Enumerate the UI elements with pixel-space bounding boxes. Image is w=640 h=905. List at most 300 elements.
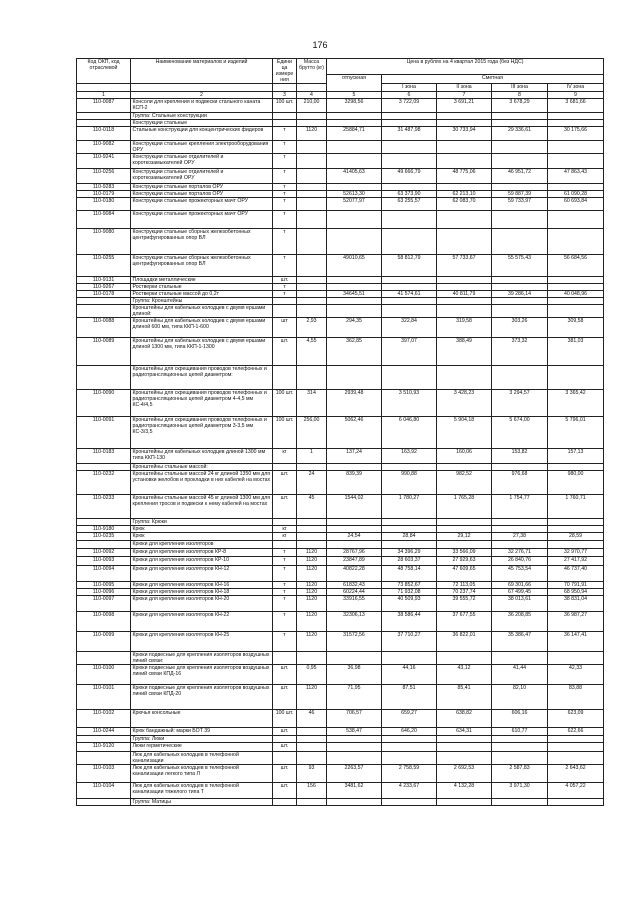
item-code-cell: 110-0183 (77, 449, 131, 464)
column-index-row (77, 92, 604, 99)
item-zone1-price-cell: 4 233,67 (382, 783, 437, 799)
item-zone3-price-cell (492, 154, 548, 169)
item-name-cell: Крюки для крепления изоляторов КН-16 (131, 582, 273, 589)
item-release-price-cell (327, 211, 382, 229)
item-mass-cell: 4,55 (297, 338, 327, 366)
header-zone3: III зона (492, 84, 548, 92)
item-code-cell: 110-0235 (77, 533, 131, 541)
item-zone2-price-cell (437, 799, 492, 806)
item-zone4-price-cell (548, 526, 604, 533)
item-zone1-price-cell: 38 586,44 (382, 612, 437, 632)
item-zone1-price-cell: 63 255,57 (382, 198, 437, 211)
item-mass-cell (297, 728, 327, 736)
item-zone1-price-cell (382, 736, 437, 743)
item-mass-cell: 314 (297, 390, 327, 417)
header-code: Код ОКП, код отраслевой (77, 59, 131, 84)
item-zone1-price-cell (382, 277, 437, 284)
item-zone1-price-cell: 163,92 (382, 449, 437, 464)
item-zone1-price-cell (382, 284, 437, 291)
item-name-cell: Люки герметические (131, 743, 273, 752)
item-code-cell: 110-0088 (77, 318, 131, 338)
item-name-cell: Кронштейны для скрещивания проводов телефонных и радиотрансляционных цепей диаметром: (131, 366, 273, 390)
item-zone4-price-cell (548, 154, 604, 169)
item-mass-cell (297, 169, 327, 184)
item-zone3-price-cell (492, 519, 548, 526)
item-zone3-price-cell: 67 499,45 (492, 589, 548, 596)
item-release-price-cell (327, 141, 382, 154)
table-row (77, 582, 604, 589)
item-zone1-price-cell: 63 373,90 (382, 191, 437, 198)
item-mass-cell (297, 533, 327, 541)
item-zone1-price-cell: 34 396,29 (382, 549, 437, 557)
item-zone1-price-cell: 48 758,14 (382, 566, 437, 582)
item-zone2-price-cell: 160,06 (437, 449, 492, 464)
item-name-cell: Крючья консольные (131, 710, 273, 728)
item-mass-cell: 1120 (297, 632, 327, 652)
item-zone4-price-cell: 3 365,42 (548, 390, 604, 417)
item-zone2-price-cell: 27 929,63 (437, 557, 492, 566)
item-zone3-price-cell: 45 753,54 (492, 566, 548, 582)
item-zone1-price-cell (382, 120, 437, 127)
item-mass-cell: 2,93 (297, 318, 327, 338)
item-unit-cell: 100 шт. (273, 99, 297, 113)
item-name-cell: Крюк бандажный: марки БОТ 39 (131, 728, 273, 736)
item-name-cell: Кронштейны для кабельных колодцев с двумя ершами длиной 600 мм, типа ККП-1-600 (131, 318, 273, 338)
item-mass-cell (297, 652, 327, 665)
item-unit-cell: кг (273, 533, 297, 541)
item-release-price-cell (327, 229, 382, 255)
item-name-cell: Люк для кабельных колодцев в телефонной канализации легкого типа Л (131, 765, 273, 783)
item-release-price-cell: 34645,51 (327, 291, 382, 298)
item-name-cell: Кронштейны стальные массой 45 кг длиной 1300 мм для крепления тросов и подвески к нему кабелей на мостах (131, 495, 273, 519)
table-row (77, 743, 604, 752)
item-zone1-price-cell (382, 305, 437, 318)
item-zone1-price-cell (382, 154, 437, 169)
header-blank-name (131, 84, 273, 92)
item-zone1-price-cell (382, 652, 437, 665)
table-row (77, 495, 604, 519)
item-zone3-price-cell: 26 840,76 (492, 557, 548, 566)
item-mass-cell: 156 (297, 783, 327, 799)
item-zone3-price-cell (492, 298, 548, 305)
column-index-cell: 4 (297, 92, 327, 99)
item-mass-cell: 1120 (297, 127, 327, 141)
item-mass-cell: 46 (297, 710, 327, 728)
item-release-price-cell (327, 113, 382, 120)
header-blank-unit (273, 84, 297, 92)
item-code-cell: 110-0103 (77, 765, 131, 783)
item-code-cell: 110-0179 (77, 191, 131, 198)
item-zone4-price-cell: 32 970,77 (548, 549, 604, 557)
item-name-cell: Крюки для крепления изоляторов КН-18 (131, 589, 273, 596)
item-zone2-price-cell: 62 213,10 (437, 191, 492, 198)
item-code-cell: 110-0101 (77, 685, 131, 710)
item-zone2-price-cell: 85,41 (437, 685, 492, 710)
item-zone2-price-cell: 30 733,94 (437, 127, 492, 141)
table-row (77, 566, 604, 582)
header-name: Наименование материалов и изделий (131, 59, 273, 84)
item-release-price-cell: 5062,46 (327, 417, 382, 449)
item-zone3-price-cell (492, 464, 548, 471)
table-row (77, 783, 604, 799)
item-unit-cell: т (273, 184, 297, 191)
item-name-cell: Конструкции стальные прожекторных мачт ОРУ (131, 198, 273, 211)
item-release-price-cell: 52613,30 (327, 191, 382, 198)
item-zone2-price-cell: 319,58 (437, 318, 492, 338)
item-zone2-price-cell (437, 113, 492, 120)
item-name-cell: Группа: Крюки (131, 519, 273, 526)
item-name-cell: Конструкции стальные прожекторных мачт ОРУ (131, 211, 273, 229)
table-row (77, 449, 604, 464)
item-zone1-price-cell: 37 710,27 (382, 632, 437, 652)
item-code-cell: 110-0090 (77, 390, 131, 417)
header-release: отпускная (327, 75, 382, 92)
item-zone3-price-cell (492, 184, 548, 191)
table-row (77, 541, 604, 549)
item-unit-cell: шт. (273, 728, 297, 736)
column-index-cell: 5 (327, 92, 382, 99)
item-unit-cell: шт (273, 318, 297, 338)
item-zone1-price-cell (382, 366, 437, 390)
item-zone1-price-cell (382, 799, 437, 806)
item-zone2-price-cell (437, 519, 492, 526)
item-zone3-price-cell (492, 736, 548, 743)
table-row (77, 291, 604, 298)
item-mass-cell: 45 (297, 495, 327, 519)
item-release-price-cell: 1544,02 (327, 495, 382, 519)
item-code-cell (77, 464, 131, 471)
table-row (77, 765, 604, 783)
item-zone4-price-cell (548, 541, 604, 549)
item-code-cell: 110-9131 (77, 277, 131, 284)
item-zone3-price-cell: 1 754,77 (492, 495, 548, 519)
item-name-cell: Кронштейны для скрещивания проводов телефонных и радиотрансляционных цепей диаметром 4-4,5 мм КС-4/4,5 (131, 390, 273, 417)
item-code-cell: 110-9241 (77, 154, 131, 169)
item-unit-cell: шт. (273, 743, 297, 752)
item-name-cell: Крюки для крепления изоляторов КН-20 (131, 596, 273, 612)
table-row (77, 464, 604, 471)
item-zone2-price-cell (437, 305, 492, 318)
item-zone2-price-cell: 33 566,09 (437, 549, 492, 557)
item-mass-cell (297, 191, 327, 198)
item-code-cell: 110-0102 (77, 710, 131, 728)
item-zone1-price-cell (382, 464, 437, 471)
item-unit-cell: кг (273, 449, 297, 464)
item-zone1-price-cell: 28 603,37 (382, 557, 437, 566)
item-mass-cell (297, 141, 327, 154)
item-code-cell: 110-0094 (77, 566, 131, 582)
item-code-cell: 110-9180 (77, 526, 131, 533)
item-zone4-price-cell: 309,58 (548, 318, 604, 338)
item-zone4-price-cell (548, 284, 604, 291)
item-zone1-price-cell: 3 722,09 (382, 99, 437, 113)
item-name-cell: Крюки для крепления изоляторов (131, 541, 273, 549)
item-zone2-price-cell: 3 691,21 (437, 99, 492, 113)
item-mass-cell (297, 799, 327, 806)
table-row (77, 169, 604, 184)
item-release-price-cell: 24,54 (327, 533, 382, 541)
item-zone4-price-cell: 4 057,22 (548, 783, 604, 799)
item-zone3-price-cell: 69 301,66 (492, 582, 548, 589)
item-unit-cell (273, 652, 297, 665)
item-release-price-cell: 839,39 (327, 471, 382, 495)
item-code-cell: 110-0095 (77, 582, 131, 589)
item-zone3-price-cell (492, 752, 548, 765)
item-unit-cell: шт. (273, 471, 297, 495)
item-zone2-price-cell: 29,12 (437, 533, 492, 541)
item-zone4-price-cell: 622,66 (548, 728, 604, 736)
item-mass-cell (297, 120, 327, 127)
column-index-cell: 2 (131, 92, 273, 99)
item-zone2-price-cell: 388,49 (437, 338, 492, 366)
item-zone3-price-cell (492, 113, 548, 120)
item-mass-cell (297, 519, 327, 526)
item-mass-cell: 1120 (297, 582, 327, 589)
item-release-price-cell: 3481,62 (327, 783, 382, 799)
item-zone3-price-cell (492, 652, 548, 665)
item-zone4-price-cell (548, 113, 604, 120)
item-release-price-cell: 706,57 (327, 710, 382, 728)
table-row (77, 710, 604, 728)
item-zone2-price-cell: 72 113,05 (437, 582, 492, 589)
item-code-cell: 110-0096 (77, 589, 131, 596)
item-code-cell: 110-0180 (77, 198, 131, 211)
item-zone1-price-cell (382, 743, 437, 752)
item-zone3-price-cell: 55 575,43 (492, 255, 548, 277)
item-release-price-cell: 36,98 (327, 665, 382, 685)
item-zone2-price-cell (437, 120, 492, 127)
item-zone2-price-cell (437, 652, 492, 665)
item-unit-cell: кг (273, 526, 297, 533)
item-code-cell: 110-0244 (77, 728, 131, 736)
item-zone1-price-cell (382, 211, 437, 229)
table-body (77, 99, 604, 806)
item-unit-cell (273, 113, 297, 120)
item-release-price-cell (327, 464, 382, 471)
item-zone4-price-cell: 28,59 (548, 533, 604, 541)
item-release-price-cell (327, 154, 382, 169)
item-zone3-price-cell: 373,32 (492, 338, 548, 366)
item-release-price-cell (327, 305, 382, 318)
table-row (77, 736, 604, 743)
table-row (77, 255, 604, 277)
table-row (77, 652, 604, 665)
item-code-cell: 110-0097 (77, 596, 131, 612)
item-release-price-cell (327, 298, 382, 305)
item-zone4-price-cell (548, 652, 604, 665)
item-zone4-price-cell (548, 184, 604, 191)
item-zone1-price-cell: 397,07 (382, 338, 437, 366)
item-release-price-cell: 2263,57 (327, 765, 382, 783)
item-zone4-price-cell: 36 147,41 (548, 632, 604, 652)
item-zone3-price-cell (492, 277, 548, 284)
table-row (77, 99, 604, 113)
item-unit-cell: шт. (273, 277, 297, 284)
table-row (77, 191, 604, 198)
item-zone3-price-cell: 38 013,61 (492, 596, 548, 612)
item-zone1-price-cell (382, 526, 437, 533)
item-zone1-price-cell: 659,27 (382, 710, 437, 728)
header-zone1: I зона (382, 84, 437, 92)
item-release-price-cell: 538,47 (327, 728, 382, 736)
item-code-cell: 110-0178 (77, 291, 131, 298)
item-zone1-price-cell: 41 574,61 (382, 291, 437, 298)
item-zone3-price-cell: 610,77 (492, 728, 548, 736)
item-name-cell: Кронштейны стальные массой: (131, 464, 273, 471)
table-row (77, 519, 604, 526)
item-mass-cell: 1120 (297, 549, 327, 557)
table-row (77, 612, 604, 632)
item-release-price-cell (327, 277, 382, 284)
item-zone3-price-cell (492, 743, 548, 752)
item-zone2-price-cell: 2 692,53 (437, 765, 492, 783)
item-code-cell: 110-0098 (77, 612, 131, 632)
item-zone4-price-cell (548, 120, 604, 127)
item-zone1-price-cell: 58 812,79 (382, 255, 437, 277)
item-zone4-price-cell (548, 519, 604, 526)
item-zone3-price-cell: 153,82 (492, 449, 548, 464)
header-zone2: II зона (437, 84, 492, 92)
table-row (77, 471, 604, 495)
item-zone3-price-cell: 976,68 (492, 471, 548, 495)
item-unit-cell: т (273, 291, 297, 298)
item-mass-cell (297, 198, 327, 211)
column-index-cell: 9 (548, 92, 604, 99)
item-zone2-price-cell: 634,31 (437, 728, 492, 736)
item-unit-cell (273, 736, 297, 743)
item-name-cell: Конструкции стальные (131, 120, 273, 127)
item-code-cell: 110-0089 (77, 338, 131, 366)
item-zone1-price-cell (382, 752, 437, 765)
item-zone1-price-cell: 40 509,93 (382, 596, 437, 612)
column-index-cell: 3 (273, 92, 297, 99)
item-code-cell: 110-0092 (77, 549, 131, 557)
item-zone1-price-cell (382, 141, 437, 154)
item-name-cell: Ростверки стальные (131, 284, 273, 291)
item-zone1-price-cell (382, 229, 437, 255)
item-mass-cell: 1120 (297, 557, 327, 566)
item-zone4-price-cell: 60 693,84 (548, 198, 604, 211)
item-zone2-price-cell (437, 464, 492, 471)
item-code-cell: 110-9082 (77, 141, 131, 154)
item-mass-cell (297, 305, 327, 318)
item-zone2-price-cell (437, 752, 492, 765)
item-unit-cell: 100 шт. (273, 710, 297, 728)
item-unit-cell: т (273, 255, 297, 277)
item-zone2-price-cell: 40 811,79 (437, 291, 492, 298)
item-zone2-price-cell: 57 733,67 (437, 255, 492, 277)
item-zone1-price-cell (382, 519, 437, 526)
item-release-price-cell: 33916,55 (327, 596, 382, 612)
item-name-cell: Конструкции стальные отделителей и короткозамыкателей ОРУ (131, 154, 273, 169)
column-index-cell: 7 (437, 92, 492, 99)
item-zone3-price-cell: 59 887,39 (492, 191, 548, 198)
item-release-price-cell: 52077,97 (327, 198, 382, 211)
table-row (77, 318, 604, 338)
item-mass-cell: 1120 (297, 612, 327, 632)
item-code-cell: 110-9084 (77, 211, 131, 229)
item-unit-cell: т (273, 169, 297, 184)
item-mass-cell (297, 277, 327, 284)
item-zone3-price-cell (492, 305, 548, 318)
item-name-cell: Крюки для крепления изоляторов КН-25 (131, 632, 273, 652)
item-zone1-price-cell: 1 780,27 (382, 495, 437, 519)
item-code-cell: 110-9283 (77, 184, 131, 191)
item-zone3-price-cell (492, 120, 548, 127)
item-zone4-price-cell: 40 048,96 (548, 291, 604, 298)
item-code-cell: 110-0118 (77, 127, 131, 141)
item-zone3-price-cell: 3 294,57 (492, 390, 548, 417)
item-name-cell: Группа: Матицы (131, 799, 273, 806)
table-row (77, 113, 604, 120)
item-zone2-price-cell: 48 775,06 (437, 169, 492, 184)
item-mass-cell: 1 (297, 449, 327, 464)
item-mass-cell (297, 736, 327, 743)
item-zone2-price-cell: 70 237,74 (437, 589, 492, 596)
item-name-cell: Крюки подвесные для крепления изоляторов воздушных линий связи: (131, 652, 273, 665)
item-zone1-price-cell: 6 046,80 (382, 417, 437, 449)
item-zone4-price-cell (548, 229, 604, 255)
item-release-price-cell (327, 519, 382, 526)
item-zone4-price-cell: 381,03 (548, 338, 604, 366)
table-row (77, 284, 604, 291)
table-row (77, 211, 604, 229)
item-code-cell: 110-0255 (77, 255, 131, 277)
item-release-price-cell (327, 652, 382, 665)
item-unit-cell: 100 шт. (273, 417, 297, 449)
item-release-price-cell (327, 184, 382, 191)
table-row (77, 154, 604, 169)
item-zone3-price-cell (492, 229, 548, 255)
item-zone4-price-cell: 83,88 (548, 685, 604, 710)
item-unit-cell: т (273, 596, 297, 612)
table-row (77, 277, 604, 284)
item-mass-cell (297, 464, 327, 471)
item-zone3-price-cell: 46 951,72 (492, 169, 548, 184)
column-index-cell: 1 (77, 92, 131, 99)
item-zone3-price-cell: 606,16 (492, 710, 548, 728)
item-mass-cell: 1120 (297, 596, 327, 612)
item-unit-cell: т (273, 229, 297, 255)
item-zone3-price-cell (492, 799, 548, 806)
column-index-cell: 8 (492, 92, 548, 99)
item-zone2-price-cell: 5 904,18 (437, 417, 492, 449)
item-mass-cell: 0,95 (297, 665, 327, 685)
item-zone1-price-cell: 73 852,67 (382, 582, 437, 589)
item-unit-cell: 100 шт. (273, 390, 297, 417)
item-zone1-price-cell: 3 510,93 (382, 390, 437, 417)
item-mass-cell (297, 298, 327, 305)
item-zone1-price-cell: 49 666,79 (382, 169, 437, 184)
item-zone4-price-cell: 46 737,40 (548, 566, 604, 582)
item-mass-cell (297, 752, 327, 765)
item-release-price-cell: 40822,28 (327, 566, 382, 582)
item-zone4-price-cell: 56 684,56 (548, 255, 604, 277)
item-unit-cell: т (273, 127, 297, 141)
item-zone4-price-cell: 70 791,91 (548, 582, 604, 589)
item-zone4-price-cell (548, 752, 604, 765)
item-release-price-cell: 28767,96 (327, 549, 382, 557)
item-zone4-price-cell (548, 799, 604, 806)
item-zone1-price-cell: 28,84 (382, 533, 437, 541)
item-name-cell: Группа: Кронштейны (131, 298, 273, 305)
item-name-cell: Площадки металлические (131, 277, 273, 284)
table-row (77, 549, 604, 557)
item-unit-cell: т (273, 557, 297, 566)
item-release-price-cell: 137,24 (327, 449, 382, 464)
item-zone4-price-cell: 36 987,27 (548, 612, 604, 632)
header-blank-code (77, 84, 131, 92)
